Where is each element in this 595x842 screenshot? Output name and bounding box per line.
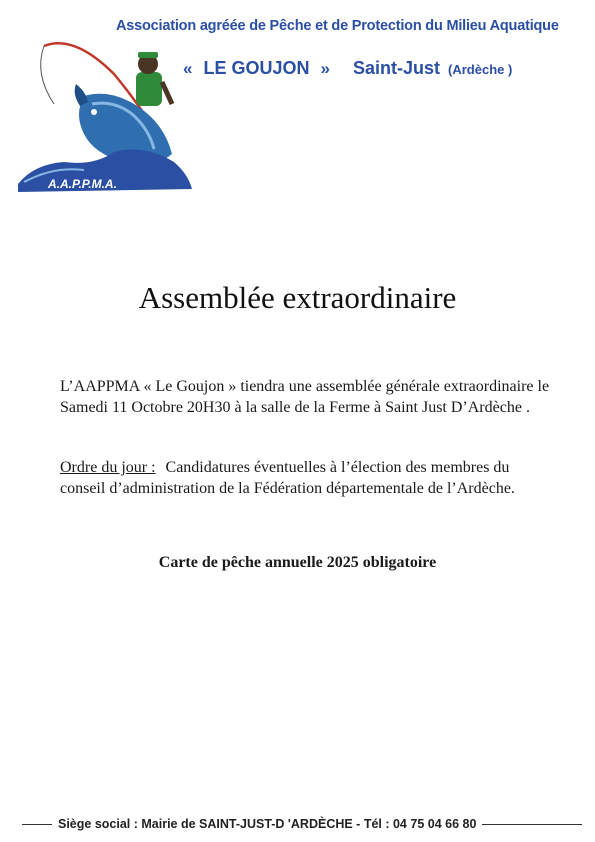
agenda-label: Ordre du jour :	[60, 459, 156, 476]
fisherman-fish-icon	[14, 34, 196, 196]
close-quote: »	[320, 59, 330, 78]
agenda-text: Candidatures éventuelles à l’élection des membres du conseil d’administration de la Fédération départementale de l’Ardèche.	[60, 459, 515, 497]
association-line: Association agréée de Pêche et de Protection du Milieu Aquatique	[116, 18, 559, 34]
announcement-paragraph: L’AAPPMA « Le Goujon » tiendra une assemblée générale extraordinaire le Samedi 11 Octobre 20H30 à la salle de la Ferme à Saint Just D’Ardèche .	[60, 378, 550, 416]
club-line	[183, 58, 583, 79]
open-quote: «	[183, 59, 193, 78]
footer-rule-left	[22, 824, 52, 825]
footer	[22, 817, 582, 831]
department-name: (Ardèche )	[448, 62, 513, 77]
agenda-paragraph	[60, 458, 550, 499]
logo-text: A.A.P.P.M.A.	[48, 177, 117, 191]
footer-address: Siège social : Mairie de SAINT-JUST-D 'ARDÈCHE - Tél : 04 75 04 66 80	[58, 817, 477, 831]
footer-rule-right	[482, 824, 582, 825]
page-title: Assemblée extraordinaire	[138, 280, 457, 315]
fishing-card-notice: Carte de pêche annuelle 2025 obligatoire	[158, 554, 437, 571]
town-name: Saint-Just	[353, 58, 441, 78]
club-name: LE GOUJON	[203, 58, 310, 78]
aappma-logo	[14, 34, 196, 196]
